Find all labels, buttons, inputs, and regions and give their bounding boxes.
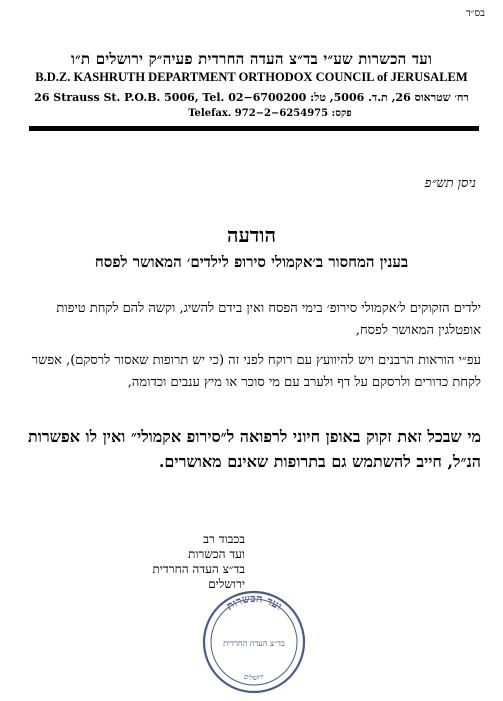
signature-line-1: בכבוד רב (203, 532, 245, 546)
paragraph-1: ילדים הזקוקים ל׳אקמולי סירופ׳ בימי הפסח ואין בידם להשיג, וקשה להם לקחת טיפות אופטלגין המאושר לפסח, (56, 301, 481, 338)
notice-title: הודעה (226, 223, 277, 247)
notice-subtitle: בענין המחסור ב׳אקמולי סירופ לילדים׳ המאושר לפסח (94, 253, 409, 271)
document-date: ניסן תש״פ (424, 176, 476, 191)
english-organization-name: B.D.Z. KASHRUTH DEPARTMENT ORTHODOX COUNCIL of JERUSALEM (35, 70, 468, 84)
paragraph-3-emphasis: מי שבכל זאת זקוק באופן חיוני לרפואה ל״סירופ אקמולי״ ואין לו אפשרות הנ״ל, חייב להשתמש גם בתרופות שאינם מאושרים. (27, 427, 481, 471)
paragraph-2: עפ״י הוראות הרבנים ויש להיוועץ עם רוקח לפני זה (כי יש תרופות שאסור לרסקם), אפשר לקחת כדורים ולרסקם על דף ולערב עם מי סוכר או מיץ ענבים וכדומה, (31, 353, 481, 390)
hebrew-organization-name: ועד הכשרות שע״י בד״צ העדה החרדית פעיה״ק ירושלים ת״ו (70, 50, 432, 68)
stamp-bottom-text: ירושלים (242, 672, 266, 683)
fax-line: Telefax. 972−2−6254975 :פקס (188, 108, 352, 119)
bsd-header: בס״ד (465, 8, 485, 19)
stamp-outer-text: ועד הכשרות (223, 591, 285, 613)
letterhead-divider (29, 126, 479, 131)
kashrut-seal-stamp (200, 588, 308, 696)
stamp-inner-text: בד״צ העדה החרדית (223, 639, 285, 648)
signature-line-3: בד״צ העדה החרדית (152, 562, 245, 576)
signature-line-2: ועד הכשרות (188, 547, 245, 561)
signature-line-4: ירושלים (208, 577, 245, 591)
address-line: 26 Strauss St. P.O.B. 5006, Tel. 02−6700200 :רח׳ שטראוס 26, ת.ד. 5006, טל (34, 91, 469, 104)
